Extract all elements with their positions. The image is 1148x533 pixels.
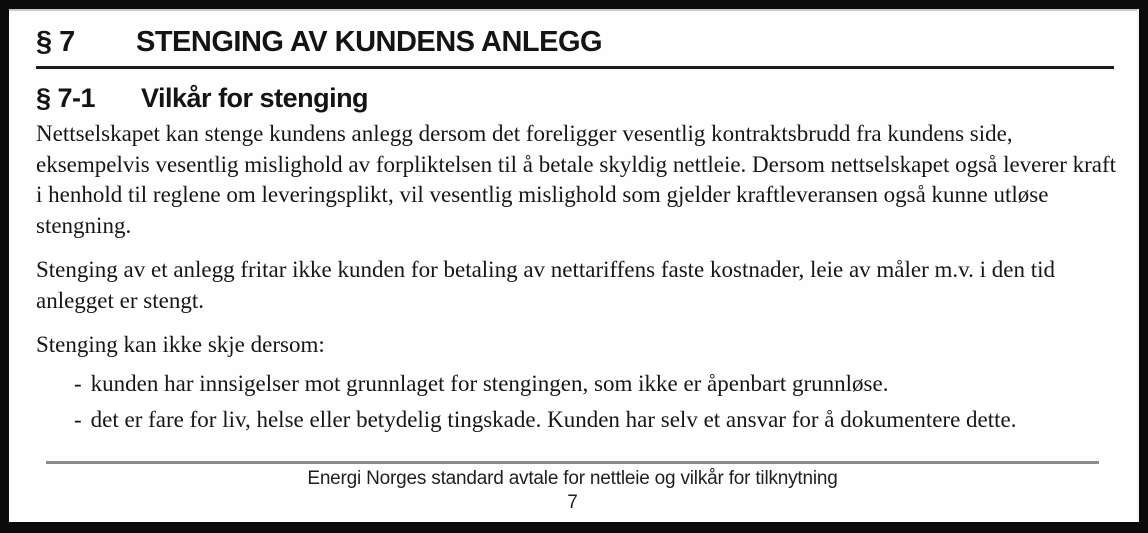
footer-document-title: Energi Norges standard avtale for nettleie og vilkår for tilknytning bbox=[307, 468, 838, 489]
document-body bbox=[36, 119, 1118, 436]
paragraph: Nettselskapet kan stenge kundens anlegg dersom det foreligger vesentlig kontraktsbrudd fra kundens side, eksempelvis vesentlig mislighold av forpliktelsen til å betale skyldig nettleie. Dersom nettselskapet også leverer kraft i henhold til reglene om leveringsplikt, vil vesentlig mislighold som gjelder kraftleveransen også kunne utløse stengning. bbox=[36, 121, 1117, 238]
page-edge-highlight bbox=[1137, 9, 1139, 522]
list-item-text: kunden har innsigelser mot grunnlaget for stengingen, som ikke er åpenbart grunnløse. bbox=[90, 370, 889, 396]
page-footer bbox=[40, 461, 1105, 515]
subsection-number: § 7-1 bbox=[36, 83, 96, 113]
window-edge-highlight bbox=[9, 9, 1139, 11]
page-number: 7 bbox=[567, 492, 578, 513]
list-item-marker: - bbox=[74, 370, 82, 396]
section-number: § 7 bbox=[36, 26, 75, 58]
section-heading-rule bbox=[36, 66, 1114, 69]
section-title: STENGING AV KUNDENS ANLEGG bbox=[136, 26, 603, 58]
list-item-marker: - bbox=[74, 407, 82, 432]
list-item-text: det er fare for liv, helse eller betydelig tingskade. Kunden har selv et ansvar for å dokumentere dette. bbox=[90, 407, 1017, 432]
section-header bbox=[36, 25, 1107, 114]
conditions-list bbox=[36, 369, 1118, 436]
subsection-title: Vilkår for stenging bbox=[141, 83, 369, 113]
list-item bbox=[74, 405, 1118, 436]
footer-rule bbox=[46, 461, 1099, 464]
section-heading bbox=[36, 25, 1107, 59]
list-item bbox=[74, 369, 1118, 400]
subsection-heading bbox=[36, 82, 1107, 114]
paragraph: Stenging av et anlegg fritar ikke kunden for betaling av nettariffens faste kostnader, leie av måler m.v. i den tid anlegget er stengt. bbox=[36, 257, 1056, 313]
paragraph: Stenging kan ikke skje dersom: bbox=[36, 332, 325, 357]
